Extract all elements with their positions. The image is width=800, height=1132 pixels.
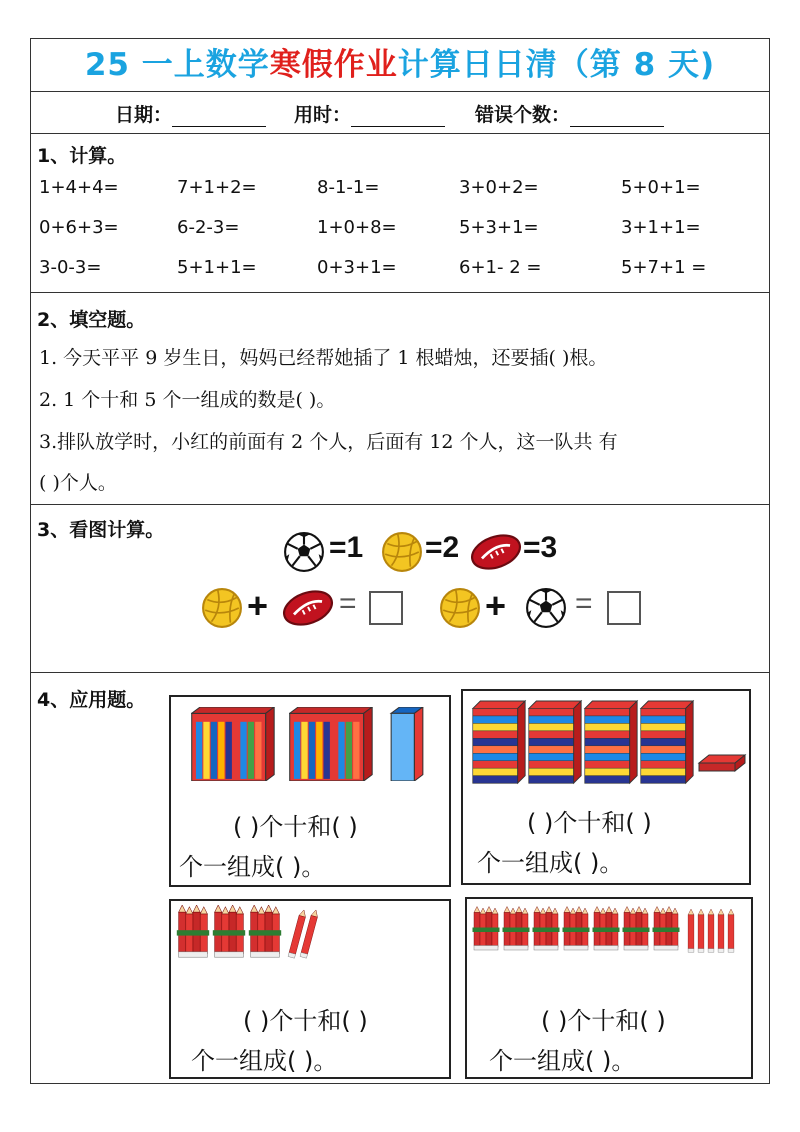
calc-problem[interactable]: 5+0+1= bbox=[621, 177, 701, 198]
rugby-ball-icon bbox=[281, 587, 335, 629]
fill-item-1[interactable]: 1. 今天平平 9 岁生日，妈妈已经帮她插了 1 根蜡烛，还要插( )根。 bbox=[39, 347, 608, 369]
volleyball-icon bbox=[201, 587, 243, 629]
volleyball-icon bbox=[381, 531, 423, 573]
soccer-ball-icon bbox=[283, 531, 325, 573]
pencil-bundle-icon bbox=[471, 903, 501, 955]
errors-label: 错误个数： bbox=[475, 104, 571, 126]
section-calculation bbox=[31, 133, 769, 293]
section-heading: 4、应用题。 bbox=[37, 689, 146, 711]
pencil-bundle-icon bbox=[561, 903, 591, 955]
section-word-problems bbox=[31, 673, 769, 1085]
pencil-icon bbox=[717, 909, 725, 953]
book-icon bbox=[389, 707, 425, 781]
section-picture-calc bbox=[31, 505, 769, 673]
answer-line-1[interactable]: ( )个十和( ) bbox=[541, 1007, 666, 1035]
notebook-stack-icon bbox=[471, 699, 527, 787]
pencil-icon bbox=[727, 909, 735, 953]
pencil-bundle-icon bbox=[531, 903, 561, 955]
pencil-bundle-icon bbox=[651, 903, 681, 955]
section-heading: 3、看图计算。 bbox=[37, 519, 165, 541]
calc-problem[interactable]: 5+1+1= bbox=[177, 257, 257, 278]
pencil-bundle-icon bbox=[211, 905, 247, 959]
section-fill-blank bbox=[31, 293, 769, 505]
equals-sign: = bbox=[575, 587, 593, 620]
info-row bbox=[31, 91, 769, 134]
time-blank[interactable] bbox=[351, 106, 445, 127]
calc-problem[interactable]: 8-1-1= bbox=[317, 177, 380, 198]
notebook-icon bbox=[697, 753, 747, 775]
calc-problem[interactable]: 3+0+2= bbox=[459, 177, 539, 198]
section-heading: 2、填空题。 bbox=[37, 309, 146, 331]
calc-problem[interactable]: 0+6+3= bbox=[39, 217, 119, 238]
answer-line-1[interactable]: ( )个十和( ) bbox=[233, 813, 358, 841]
errors-blank[interactable] bbox=[570, 106, 664, 127]
calc-problem[interactable]: 0+3+1= bbox=[317, 257, 397, 278]
notebook-stack-icon bbox=[583, 699, 639, 787]
answer-box-1[interactable] bbox=[369, 591, 403, 625]
book-icon bbox=[289, 707, 375, 781]
pencil-bundle-icon bbox=[621, 903, 651, 955]
time-label: 用时： bbox=[294, 104, 352, 126]
section-heading: 1、计算。 bbox=[37, 145, 127, 167]
problem-box-notebooks bbox=[461, 689, 751, 885]
date-field[interactable] bbox=[115, 100, 266, 127]
answer-line-2[interactable]: 个一组成( )。 bbox=[191, 1047, 338, 1075]
problem-box-pencils-b bbox=[465, 897, 753, 1079]
pencil-bundle-icon bbox=[501, 903, 531, 955]
calc-problem[interactable]: 7+1+2= bbox=[177, 177, 257, 198]
answer-line-2[interactable]: 个一组成( )。 bbox=[179, 853, 326, 881]
volleyball-icon bbox=[439, 587, 481, 629]
answer-line-1[interactable]: ( )个十和( ) bbox=[527, 809, 652, 837]
plus-sign: + bbox=[485, 585, 507, 626]
calc-problem[interactable]: 3-0-3= bbox=[39, 257, 102, 278]
date-label: 日期： bbox=[115, 104, 173, 126]
pencil-bundle-icon bbox=[175, 905, 211, 959]
notebook-stack-icon bbox=[639, 699, 695, 787]
problem-box-pencils-a bbox=[169, 899, 451, 1079]
answer-box-2[interactable] bbox=[607, 591, 641, 625]
equals-sign: = bbox=[339, 587, 357, 620]
time-field[interactable] bbox=[294, 100, 445, 127]
calc-problem[interactable]: 1+0+8= bbox=[317, 217, 397, 238]
title-part-1: 25 一上数学 bbox=[84, 47, 270, 83]
legend-value-rugby: =3 bbox=[523, 531, 558, 564]
book-icon bbox=[191, 707, 277, 781]
fill-item-3[interactable]: 3.排队放学时，小红的前面有 2 个人，后面有 12 个人，这一队共 有 bbox=[39, 431, 618, 453]
pencil-bundle-icon bbox=[591, 903, 621, 955]
problem-box-books bbox=[169, 695, 451, 887]
rugby-ball-icon bbox=[469, 531, 523, 573]
legend-value-volleyball: =2 bbox=[425, 531, 460, 564]
page-title bbox=[31, 39, 769, 92]
answer-line-1[interactable]: ( )个十和( ) bbox=[243, 1007, 368, 1035]
pencil-icon bbox=[697, 909, 705, 953]
fill-item-3-cont[interactable]: ( )个人。 bbox=[39, 472, 117, 494]
pencil-icon bbox=[707, 909, 715, 953]
plus-sign: + bbox=[247, 585, 269, 626]
pencil-icon bbox=[687, 909, 695, 953]
worksheet bbox=[30, 38, 770, 1084]
notebook-stack-icon bbox=[527, 699, 583, 787]
calc-problem[interactable]: 3+1+1= bbox=[621, 217, 701, 238]
calc-problem[interactable]: 5+7+1 = bbox=[621, 257, 707, 278]
title-part-3: 计算日日清（第 8 天) bbox=[397, 47, 716, 83]
answer-line-2[interactable]: 个一组成( )。 bbox=[477, 849, 624, 877]
calc-problem[interactable]: 1+4+4= bbox=[39, 177, 119, 198]
errors-field[interactable] bbox=[475, 100, 664, 127]
date-blank[interactable] bbox=[172, 106, 266, 127]
calc-problem[interactable]: 5+3+1= bbox=[459, 217, 539, 238]
answer-line-2[interactable]: 个一组成( )。 bbox=[489, 1047, 636, 1075]
legend-value-soccer: =1 bbox=[329, 531, 364, 564]
fill-item-2[interactable]: 2. 1 个十和 5 个一组成的数是( )。 bbox=[39, 389, 336, 411]
title-part-2: 寒假作业 bbox=[269, 47, 398, 83]
pencil-bundle-icon bbox=[247, 905, 283, 959]
soccer-ball-icon bbox=[525, 587, 567, 629]
calc-problem[interactable]: 6-2-3= bbox=[177, 217, 240, 238]
calc-problem[interactable]: 6+1- 2 = bbox=[459, 257, 542, 278]
